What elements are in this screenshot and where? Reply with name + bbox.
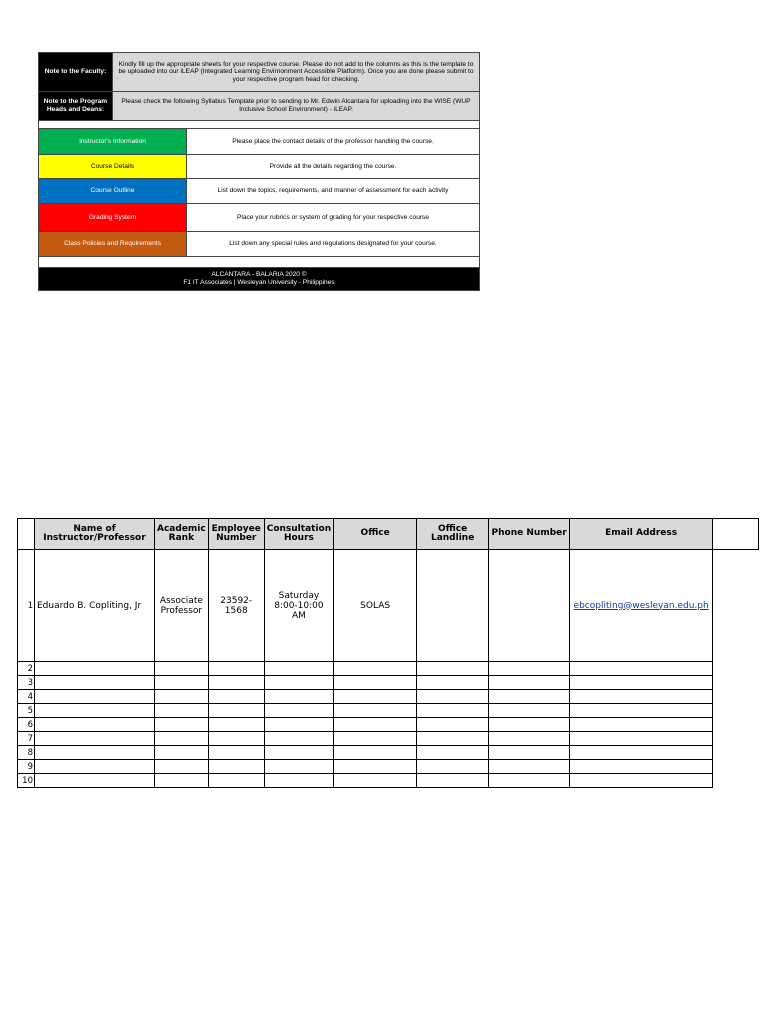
guide-spacer-row bbox=[39, 121, 480, 129]
cell-office-landline[interactable] bbox=[417, 746, 489, 760]
guide-section-row bbox=[39, 129, 480, 155]
cell-rank[interactable] bbox=[155, 746, 209, 760]
header-rank[interactable]: Academic Rank bbox=[155, 519, 209, 550]
guide-spacer-row bbox=[39, 257, 480, 268]
guide-section-description[interactable]: List down the topics, requirements, and manner of assessment for each activity bbox=[187, 179, 480, 204]
cell-employee-number[interactable] bbox=[208, 732, 264, 746]
guide-section-description[interactable]: Place your rubrics or system of grading for your respective course bbox=[187, 204, 480, 232]
cell-consultation-hours[interactable] bbox=[264, 732, 333, 746]
cell-name[interactable] bbox=[35, 676, 155, 690]
cell-email-address[interactable] bbox=[570, 690, 713, 704]
table-row bbox=[18, 690, 759, 704]
cell-name[interactable] bbox=[35, 662, 155, 676]
cell-name[interactable] bbox=[35, 690, 155, 704]
cell-email-address[interactable] bbox=[570, 704, 713, 718]
cell-consultation-hours[interactable] bbox=[264, 690, 333, 704]
table-row bbox=[18, 704, 759, 718]
guide-section-name[interactable]: Instructor's Information bbox=[39, 129, 187, 155]
row-number: 3 bbox=[18, 676, 35, 690]
cell-email-address[interactable] bbox=[570, 746, 713, 760]
cell-office-landline[interactable] bbox=[417, 690, 489, 704]
cell-consultation-hours[interactable] bbox=[264, 718, 333, 732]
guide-section-name[interactable]: Class Policies and Requirements bbox=[39, 232, 187, 257]
header-email-address[interactable]: Email Address bbox=[570, 519, 713, 550]
header-extra-cell[interactable] bbox=[713, 519, 759, 550]
cell-rank[interactable] bbox=[155, 732, 209, 746]
cell-name[interactable] bbox=[35, 732, 155, 746]
guide-footer bbox=[39, 268, 480, 291]
guide-footer-line2: F1 IT Associates | Wesleyan University - Philippines bbox=[183, 279, 335, 286]
guide-section-name[interactable]: Course Outline bbox=[39, 179, 187, 204]
guide-section-name[interactable]: Course Details bbox=[39, 155, 187, 179]
cell-extra bbox=[713, 760, 759, 774]
cell-employee-number[interactable] bbox=[208, 760, 264, 774]
cell-employee-number[interactable] bbox=[208, 690, 264, 704]
instructor-table-header bbox=[18, 519, 759, 550]
cell-email-address[interactable] bbox=[570, 732, 713, 746]
cell-extra bbox=[713, 774, 759, 788]
guide-note-row bbox=[39, 92, 480, 121]
table-row bbox=[18, 718, 759, 732]
row-number: 4 bbox=[18, 690, 35, 704]
cell-office[interactable] bbox=[334, 718, 417, 732]
cell-consultation-hours[interactable] bbox=[264, 746, 333, 760]
guide-section-row bbox=[39, 232, 480, 257]
cell-phone-number[interactable] bbox=[489, 746, 570, 760]
cell-phone-number[interactable] bbox=[489, 704, 570, 718]
cell-office[interactable] bbox=[334, 690, 417, 704]
guide-section-row bbox=[39, 204, 480, 232]
guide-sheet bbox=[38, 52, 480, 291]
row-number: 1 bbox=[18, 550, 35, 662]
cell-name[interactable] bbox=[35, 746, 155, 760]
row-number: 6 bbox=[18, 718, 35, 732]
guide-section-row bbox=[39, 179, 480, 204]
cell-phone-number[interactable] bbox=[489, 718, 570, 732]
table-row bbox=[18, 550, 759, 662]
guide-section-description[interactable]: Please place the contact details of the professor handling the course. bbox=[187, 129, 480, 155]
cell-office-landline[interactable] bbox=[417, 718, 489, 732]
table-row bbox=[18, 760, 759, 774]
table-row bbox=[18, 732, 759, 746]
cell-email-address[interactable] bbox=[570, 550, 713, 662]
guide-footer-row bbox=[39, 268, 480, 291]
cell-rank[interactable] bbox=[155, 760, 209, 774]
guide-note-row bbox=[39, 53, 480, 92]
cell-email-address[interactable] bbox=[570, 676, 713, 690]
cell-email-address[interactable] bbox=[570, 718, 713, 732]
cell-consultation-hours[interactable] bbox=[264, 662, 333, 676]
cell-rank[interactable] bbox=[155, 662, 209, 676]
cell-employee-number[interactable] bbox=[208, 676, 264, 690]
cell-office[interactable] bbox=[334, 676, 417, 690]
cell-extra bbox=[713, 550, 759, 662]
cell-phone-number[interactable] bbox=[489, 662, 570, 676]
guide-note-label[interactable]: Note to the Program Heads and Deans: bbox=[39, 92, 113, 121]
cell-name[interactable] bbox=[35, 760, 155, 774]
cell-extra bbox=[713, 718, 759, 732]
cell-office-landline[interactable] bbox=[417, 732, 489, 746]
guide-note-label[interactable]: Note to the Faculty: bbox=[39, 53, 113, 92]
row-number: 10 bbox=[18, 774, 35, 788]
cell-consultation-hours[interactable] bbox=[264, 760, 333, 774]
cell-employee-number[interactable] bbox=[208, 718, 264, 732]
cell-consultation-hours[interactable] bbox=[264, 704, 333, 718]
cell-employee-number[interactable] bbox=[208, 662, 264, 676]
cell-email-address[interactable] bbox=[570, 760, 713, 774]
cell-consultation-hours[interactable] bbox=[264, 676, 333, 690]
cell-office-landline[interactable] bbox=[417, 760, 489, 774]
cell-phone-number[interactable] bbox=[489, 550, 570, 662]
cell-office[interactable] bbox=[334, 760, 417, 774]
cell-office[interactable] bbox=[334, 704, 417, 718]
cell-email-address[interactable] bbox=[570, 774, 713, 788]
cell-rank[interactable]: Associate Professor bbox=[155, 550, 209, 662]
cell-name[interactable]: Eduardo B. Copliting, Jr bbox=[35, 550, 155, 662]
cell-extra bbox=[713, 662, 759, 676]
cell-office-landline[interactable] bbox=[417, 676, 489, 690]
email-link[interactable]: ebcopliting@wesleyan.edu.ph bbox=[573, 600, 709, 611]
row-number: 9 bbox=[18, 760, 35, 774]
cell-office[interactable] bbox=[334, 662, 417, 676]
guide-section-row bbox=[39, 155, 480, 179]
cell-extra bbox=[713, 690, 759, 704]
cell-employee-number[interactable]: 23592-1568 bbox=[208, 550, 264, 662]
cell-consultation-hours[interactable]: Saturday 8:00-10:00 AM bbox=[264, 550, 333, 662]
table-row bbox=[18, 774, 759, 788]
header-employee-number[interactable]: Employee Number bbox=[208, 519, 264, 550]
guide-footer-line1: ALCANTARA - BALARIA 2020 © bbox=[211, 271, 307, 279]
cell-office-landline[interactable] bbox=[417, 704, 489, 718]
cell-extra bbox=[713, 704, 759, 718]
guide-section-name[interactable]: Grading System bbox=[39, 204, 187, 232]
row-number: 8 bbox=[18, 746, 35, 760]
cell-rank[interactable] bbox=[155, 690, 209, 704]
cell-email-address[interactable] bbox=[570, 662, 713, 676]
guide-spacer-cell bbox=[39, 257, 480, 268]
cell-employee-number[interactable] bbox=[208, 704, 264, 718]
guide-spacer-cell bbox=[39, 121, 480, 129]
guide-note-text[interactable]: Please check the following Syllabus Template prior to sending to Mr. Edwin Alcantara for uploading into the WISE (WUP Inclusive School Environment) - iLEAP. bbox=[113, 92, 480, 121]
instructor-table bbox=[17, 518, 759, 788]
cell-office-landline[interactable] bbox=[417, 550, 489, 662]
cell-rank[interactable] bbox=[155, 774, 209, 788]
header-consultation-hours[interactable]: Consultation Hours bbox=[264, 519, 333, 550]
cell-rank[interactable] bbox=[155, 676, 209, 690]
cell-phone-number[interactable] bbox=[489, 774, 570, 788]
table-row bbox=[18, 662, 759, 676]
cell-phone-number[interactable] bbox=[489, 676, 570, 690]
row-number-header bbox=[18, 519, 35, 550]
guide-note-text[interactable]: Kindly fill up the appropriate sheets for your respective course. Please do not add to the columns as this is the template to be uploaded into our iLEAP (Integrated Learning Envirnonment Accessible Platform). Once you are done please submit to your respective program head for checking. bbox=[113, 53, 480, 92]
cell-office-landline[interactable] bbox=[417, 662, 489, 676]
guide-section-description[interactable]: List down any special rules and regulations designated for your course. bbox=[187, 232, 480, 257]
cell-extra bbox=[713, 676, 759, 690]
cell-office[interactable] bbox=[334, 732, 417, 746]
cell-name[interactable] bbox=[35, 704, 155, 718]
cell-phone-number[interactable] bbox=[489, 690, 570, 704]
cell-phone-number[interactable] bbox=[489, 760, 570, 774]
cell-name[interactable] bbox=[35, 774, 155, 788]
cell-rank[interactable] bbox=[155, 718, 209, 732]
row-number: 2 bbox=[18, 662, 35, 676]
cell-rank[interactable] bbox=[155, 704, 209, 718]
header-name[interactable]: Name of Instructor/Professor bbox=[35, 519, 155, 550]
row-number: 5 bbox=[18, 704, 35, 718]
table-row bbox=[18, 676, 759, 690]
header-phone-number[interactable]: Phone Number bbox=[489, 519, 570, 550]
cell-office-landline[interactable] bbox=[417, 774, 489, 788]
header-office[interactable]: Office bbox=[334, 519, 417, 550]
row-number: 7 bbox=[18, 732, 35, 746]
cell-employee-number[interactable] bbox=[208, 746, 264, 760]
cell-name[interactable] bbox=[35, 718, 155, 732]
cell-office[interactable] bbox=[334, 746, 417, 760]
cell-phone-number[interactable] bbox=[489, 732, 570, 746]
cell-office[interactable]: SOLAS bbox=[334, 550, 417, 662]
header-office-landline[interactable]: Office Landline bbox=[417, 519, 489, 550]
cell-consultation-hours[interactable] bbox=[264, 774, 333, 788]
guide-section-description[interactable]: Provide all the details regarding the course. bbox=[187, 155, 480, 179]
cell-extra bbox=[713, 746, 759, 760]
cell-extra bbox=[713, 732, 759, 746]
cell-office[interactable] bbox=[334, 774, 417, 788]
cell-employee-number[interactable] bbox=[208, 774, 264, 788]
table-row bbox=[18, 746, 759, 760]
